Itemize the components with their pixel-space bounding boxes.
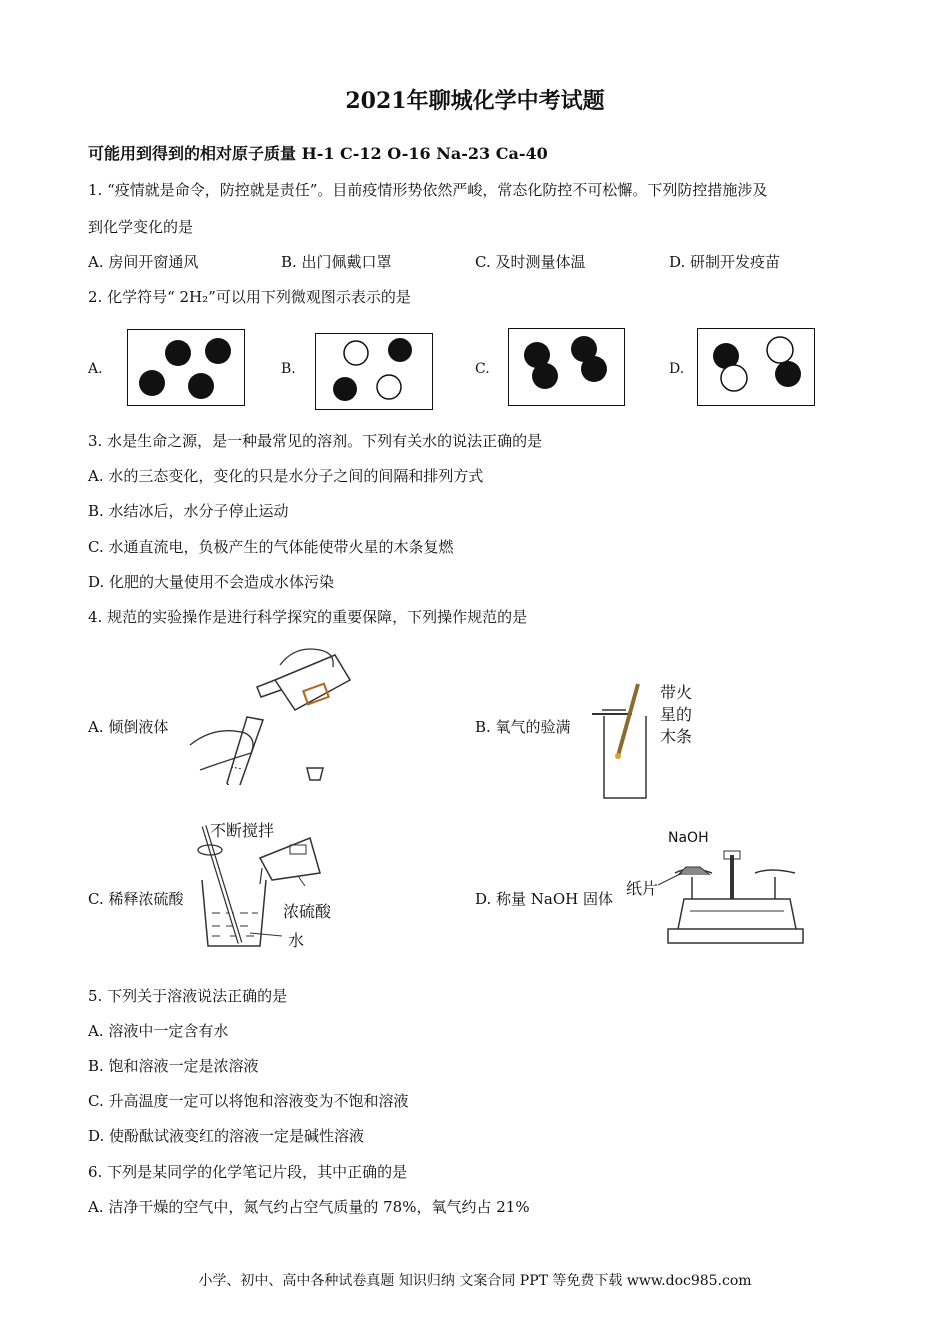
q3-option-b: B. 水结冰后，水分子停止运动 bbox=[88, 502, 289, 520]
page-footer: 小学、初中、高中各种试卷真题 知识归纳 文案合同 PPT 等免费下载 www.doc985.com bbox=[198, 1273, 752, 1289]
q4-fig-d-paper: 纸片 bbox=[626, 879, 659, 898]
q2-diagram-b bbox=[315, 333, 433, 410]
q4-option-d: D. 称量 NaOH 固体 bbox=[475, 890, 614, 908]
q1-stem-line2: 到化学变化的是 bbox=[88, 218, 194, 236]
q5-option-d: D. 使酚酞试液变红的溶液一定是碱性溶液 bbox=[88, 1127, 365, 1145]
q2-diagram-a bbox=[127, 329, 245, 406]
q4-figure-pour-liquid bbox=[185, 635, 355, 785]
q4-fig-c-water: 水 bbox=[288, 931, 305, 950]
q5-option-a: A. 溶液中一定含有水 bbox=[88, 1022, 229, 1040]
q3-option-d: D. 化肥的大量使用不会造成水体污染 bbox=[88, 573, 335, 591]
q4-option-c: C. 稀释浓硫酸 bbox=[88, 890, 184, 908]
q2-label-a: A. bbox=[88, 361, 103, 377]
q1-option-b: B. 出门佩戴口罩 bbox=[281, 253, 392, 271]
q5-stem: 5. 下列关于溶液说法正确的是 bbox=[88, 987, 288, 1005]
q6-option-a: A. 洁净干燥的空气中，氮气约占空气质量的 78%，氧气约占 21% bbox=[88, 1198, 530, 1216]
q3-option-c: C. 水通直流电，负极产生的气体能使带火星的木条复燃 bbox=[88, 538, 454, 556]
q2-diagram-d bbox=[697, 328, 815, 406]
q2-label-c: C. bbox=[475, 361, 490, 377]
q5-option-c: C. 升高温度一定可以将饱和溶液变为不饱和溶液 bbox=[88, 1092, 409, 1110]
q2-diagram-c bbox=[508, 328, 625, 406]
q1-option-d: D. 研制开发疫苗 bbox=[669, 253, 781, 271]
q4-fig-c-stir: 不断搅拌 bbox=[210, 821, 275, 840]
q2-stem: 2. 化学符号“ 2H₂”可以用下列微观图示表示的是 bbox=[88, 288, 411, 306]
q4-stem: 4. 规范的实验操作是进行科学探究的重要保障，下列操作规范的是 bbox=[88, 608, 528, 626]
q4-fig-d-naoh: NaOH bbox=[668, 830, 709, 846]
q1-option-c: C. 及时测量体温 bbox=[475, 253, 586, 271]
q2-label-b: B. bbox=[281, 361, 296, 377]
q3-stem: 3. 水是生命之源，是一种最常见的溶剂。下列有关水的说法正确的是 bbox=[88, 432, 543, 450]
q1-option-a: A. 房间开窗通风 bbox=[88, 253, 199, 271]
atomic-masses: 可能用到得到的相对原子质量 H-1 C-12 O-16 Na-23 Ca-40 bbox=[88, 144, 548, 163]
q5-option-b: B. 饱和溶液一定是浓溶液 bbox=[88, 1057, 259, 1075]
q4-option-a: A. 倾倒液体 bbox=[88, 718, 169, 736]
q4-option-b: B. 氧气的验满 bbox=[475, 718, 571, 736]
q4-fig-b-label: 带火 星的 木条 bbox=[660, 683, 693, 746]
q1-stem-line1: 1. “疫情就是命令，防控就是责任”。目前疫情形势依然严峻，常态化防控不可松懈。下列防控措施涉及 bbox=[88, 181, 768, 199]
q3-option-a: A. 水的三态变化，变化的只是水分子之间的间隔和排列方式 bbox=[88, 467, 484, 485]
q6-stem: 6. 下列是某同学的化学笔记片段，其中正确的是 bbox=[88, 1163, 408, 1181]
q2-label-d: D. bbox=[669, 361, 685, 377]
page-title: 2021年聊城化学中考试题 bbox=[345, 88, 605, 114]
q4-figure-oxygen-test bbox=[590, 680, 660, 802]
q4-fig-c-acid: 浓硫酸 bbox=[283, 902, 332, 921]
